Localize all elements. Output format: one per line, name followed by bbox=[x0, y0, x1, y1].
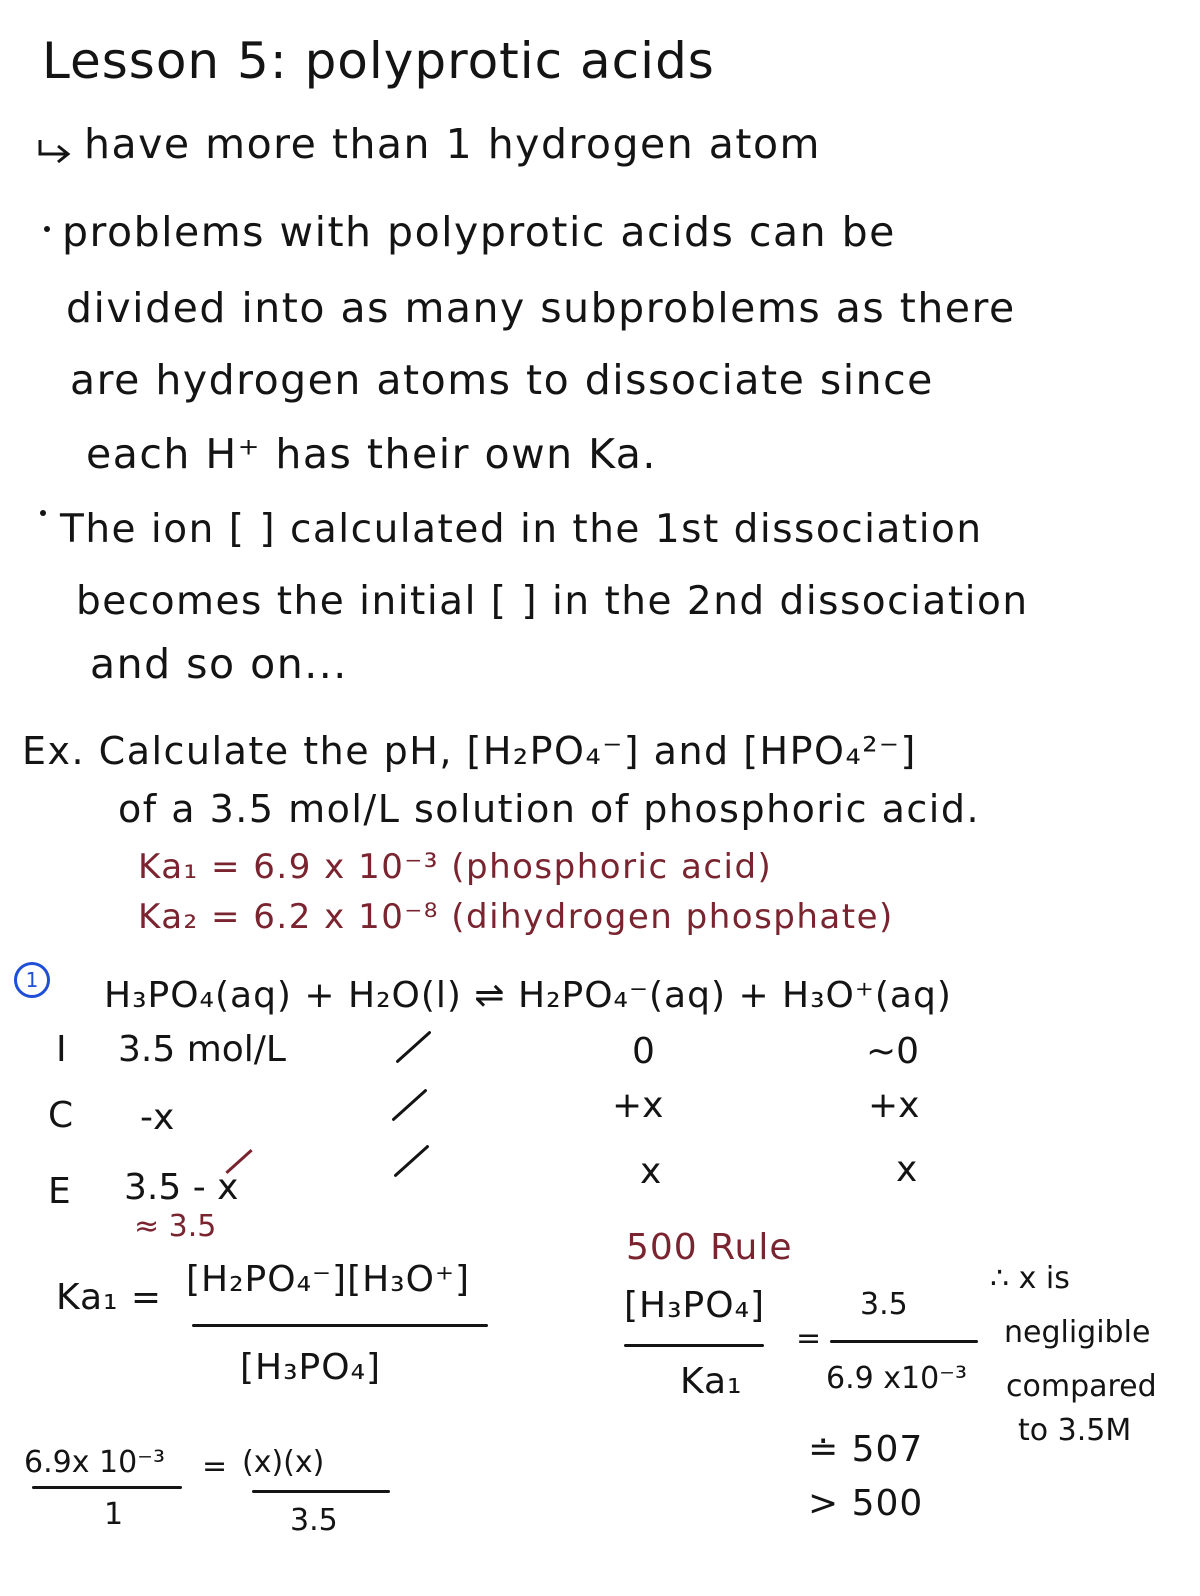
rule-500-comparison: > 500 bbox=[808, 1483, 924, 1524]
fraction-bar bbox=[830, 1340, 978, 1343]
bullet1-line: divided into as many subproblems as there bbox=[66, 284, 1016, 332]
rule-500-heading: 500 Rule bbox=[626, 1227, 793, 1268]
fraction-bar bbox=[252, 1490, 390, 1493]
substitution-rhs-numerator: (x)(x) bbox=[242, 1445, 325, 1480]
ice-row-label: I bbox=[56, 1029, 67, 1070]
rule-500-left-denominator: Ka₁ bbox=[680, 1361, 743, 1402]
conclusion-line: negligible bbox=[1004, 1315, 1151, 1350]
ice-h3o-change: +x bbox=[868, 1085, 920, 1126]
ice-h3po4-equilibrium: 3.5 - x bbox=[124, 1167, 239, 1208]
ice-row-label: E bbox=[48, 1171, 71, 1212]
not-applicable-slash bbox=[395, 1030, 431, 1063]
substitution-rhs-denominator: 3.5 bbox=[290, 1503, 338, 1538]
ka-expression-numerator: [H₂PO₄⁻][H₃O⁺] bbox=[186, 1259, 470, 1300]
ice-row-label: C bbox=[48, 1095, 74, 1136]
fraction-bar bbox=[624, 1344, 764, 1347]
bullet-dot bbox=[44, 226, 50, 232]
fraction-bar bbox=[32, 1486, 182, 1489]
ice-h3o-equilibrium: x bbox=[896, 1149, 918, 1190]
bullet2-line: becomes the initial [ ] in the 2nd dissociation bbox=[76, 579, 1029, 624]
page-title: Lesson 5: polyprotic acids bbox=[42, 32, 715, 90]
bullet-dot bbox=[40, 510, 46, 516]
ka-expression-lhs: Ka₁ = bbox=[56, 1277, 163, 1318]
not-applicable-slash bbox=[393, 1144, 429, 1177]
substitution-equals: = bbox=[202, 1449, 228, 1484]
bullet1-line: are hydrogen atoms to dissociate since bbox=[70, 356, 934, 404]
ka-expression-denominator: [H₃PO₄] bbox=[240, 1347, 382, 1388]
strikethrough-mark bbox=[225, 1149, 252, 1174]
bullet2-line: and so on... bbox=[90, 640, 348, 688]
conclusion-line: compared bbox=[1006, 1369, 1157, 1404]
conclusion-line: to 3.5M bbox=[1018, 1413, 1132, 1448]
rule-500-result: ≐ 507 bbox=[808, 1429, 924, 1470]
ice-h3o-initial: ~0 bbox=[866, 1031, 920, 1072]
reaction-equation: H₃PO₄(aq) + H₂O(l) ⇌ H₂PO₄⁻(aq) + H₃O⁺(aq) bbox=[104, 975, 952, 1016]
bullet2-line: The ion [ ] calculated in the 1st dissociation bbox=[60, 507, 983, 552]
ka1-value: Ka₁ = 6.9 x 10⁻³ (phosphoric acid) bbox=[138, 847, 773, 887]
rule-500-equals: = bbox=[796, 1321, 822, 1356]
substitution-lhs-denominator: 1 bbox=[104, 1497, 124, 1532]
not-applicable-slash bbox=[391, 1088, 427, 1121]
note-line-1: have more than 1 hydrogen atom bbox=[84, 120, 821, 168]
hook-arrow-icon bbox=[36, 136, 76, 166]
ice-h3po4-change: -x bbox=[140, 1097, 175, 1138]
bullet1-line: each H⁺ has their own Ka. bbox=[86, 430, 657, 478]
ice-h2po4-equilibrium: x bbox=[640, 1151, 662, 1192]
example-line-2: of a 3.5 mol/L solution of phosphoric acid. bbox=[118, 787, 981, 831]
bullet1-line: problems with polyprotic acids can be bbox=[62, 208, 896, 256]
fraction-bar bbox=[192, 1324, 488, 1327]
conclusion-line: ∴ x is bbox=[990, 1261, 1070, 1296]
rule-500-right-numerator: 3.5 bbox=[860, 1287, 908, 1322]
rule-500-right-denominator: 6.9 x10⁻³ bbox=[826, 1361, 968, 1396]
step-number-badge: 1 bbox=[14, 962, 50, 998]
example-line-1: Ex. Calculate the pH, [H₂PO₄⁻] and [HPO₄²⁻] bbox=[22, 729, 917, 773]
ice-h2po4-initial: 0 bbox=[632, 1031, 655, 1072]
substitution-lhs-numerator: 6.9x 10⁻³ bbox=[24, 1445, 166, 1480]
ice-h3po4-approx: ≈ 3.5 bbox=[134, 1209, 217, 1244]
rule-500-left-numerator: [H₃PO₄] bbox=[624, 1285, 766, 1326]
ice-h2po4-change: +x bbox=[612, 1085, 664, 1126]
ka2-value: Ka₂ = 6.2 x 10⁻⁸ (dihydrogen phosphate) bbox=[138, 897, 894, 937]
ice-h3po4-initial: 3.5 mol/L bbox=[118, 1029, 286, 1070]
